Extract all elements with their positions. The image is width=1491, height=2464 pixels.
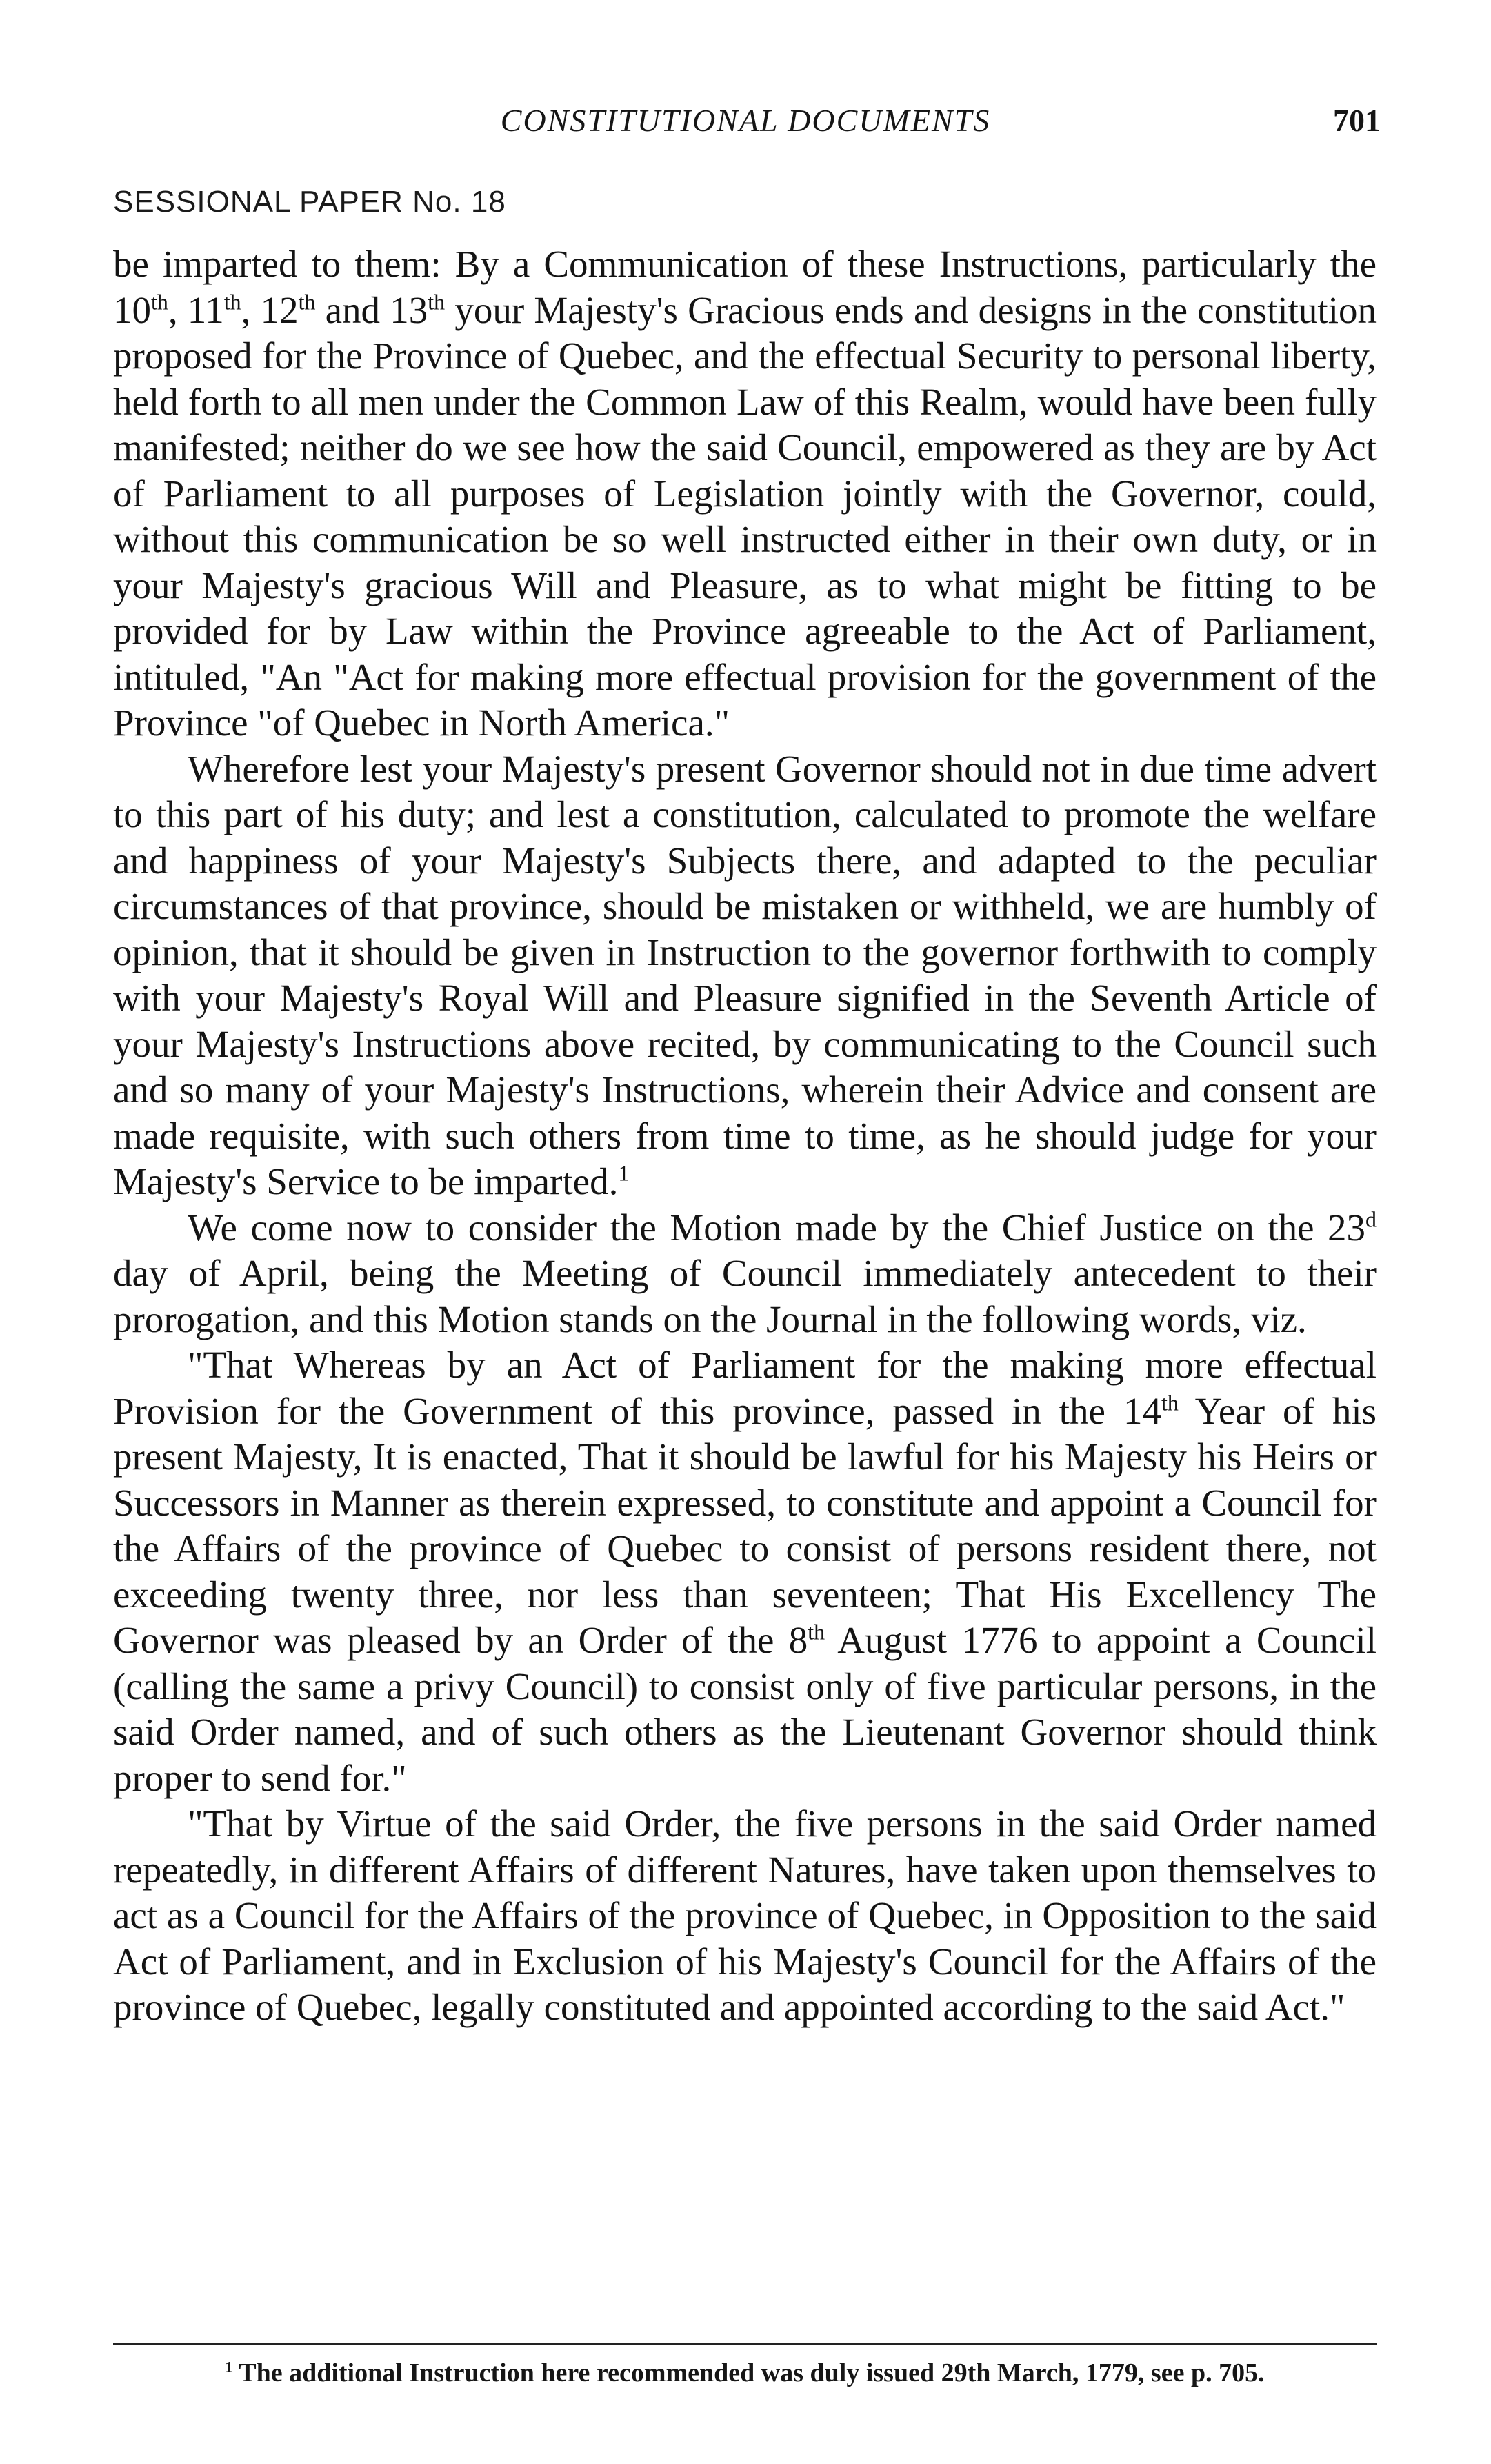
footnote-divider [113,2343,1377,2345]
paragraph-1: be imparted to them: By a Communication of these Instructions, particularly the 10th, 11th, 12th and 13th your Majesty's Gracious ends and designs in the constitution proposed for the Province of Quebec, and the effectual Security to personal liberty, held forth to all men under the Common Law of this Realm, would have been fully manifested; neither do we see how the said Council, empowered as they are by Act of Parliament to all purposes of Legislation jointly with the Governor, could, without this communication be so well instructed either in their own duty, or in your Majesty's gracious Will and Pleasure, as to what might be fitting to be provided for by Law within the Province agreeable to the Act of Parliament, intituled, "An "Act for making more effectual provision for the government of the Province "of Quebec in North America." [113,243,1377,744]
sessional-paper-label: SESSIONAL PAPER No. 18 [113,185,506,219]
page-number: 701 [1333,103,1381,138]
footnote-marker: 1 [225,2358,233,2376]
paragraph-3: We come now to consider the Motion made by the Chief Justice on the 23$^d$ day of April, being the Meeting of Council immediately antecedent to their prorogation, and this Motion stands on the Journal in the following words, viz. [113,1206,1377,1340]
footnote-reference: 1 [618,1161,630,1186]
paragraph-5: "That by Virtue of the said Order, the five persons in the said Order named repeatedly, in different Affairs of different Natures, have taken upon themselves to act as a Council for the Affairs of the province of Quebec, in Opposition to the said Act of Parliament, and in Exclusion of his Majesty's Council for the Affairs of the province of Quebec, legally constituted and appointed according to the said Act." [113,1802,1377,2028]
footnote-text: The additional Instruction here recommended was duly issued 29th March, 1779, see p. 705. [232,2358,1265,2387]
footnote [113,2358,1377,2388]
paragraph-4: "That Whereas by an Act of Parliament for the making more effectual Provision for the Government of this province, passed in the 14th Year of his present Majesty, It is enacted, That it should be lawful for his Majesty his Heirs or Successors in Manner as therein expressed, to constitute and appoint a Council for the Affairs of the province of Quebec to consist of persons resident there, not exceeding twenty three, nor less than seventeen; That His Excellency The Governor was pleased by an Order of the 8th August 1776 to appoint a Council (calling the same a privy Council) to consist only of five particular persons, in the said Order named, and of such others as the Lieutenant Governor should think proper to send for." [113,1344,1377,1799]
paragraph-2: Wherefore lest your Majesty's present Governor should not in due time advert to this part of his duty; and lest a constitution, calculated to promote the welfare and happiness of your Majesty's Subjects there, and adapted to the peculiar circumstances of that province, should be mistaken or withheld, we are humbly of opinion, that it should be given in Instruction to the governor forthwith to comply with your Majesty's Royal Will and Pleasure signified in the Seventh Article of your Majesty's Instructions above recited, by communicating to the Council such and so many of your Majesty's Instructions, wherein their Advice and consent are made requisite, with such others from time to time, as he should judge for your Majesty's Service to be imparted.$^1$ [113,747,1377,1202]
running-title: CONSTITUTIONAL DOCUMENTS [500,103,991,138]
body-text [113,241,1377,2031]
